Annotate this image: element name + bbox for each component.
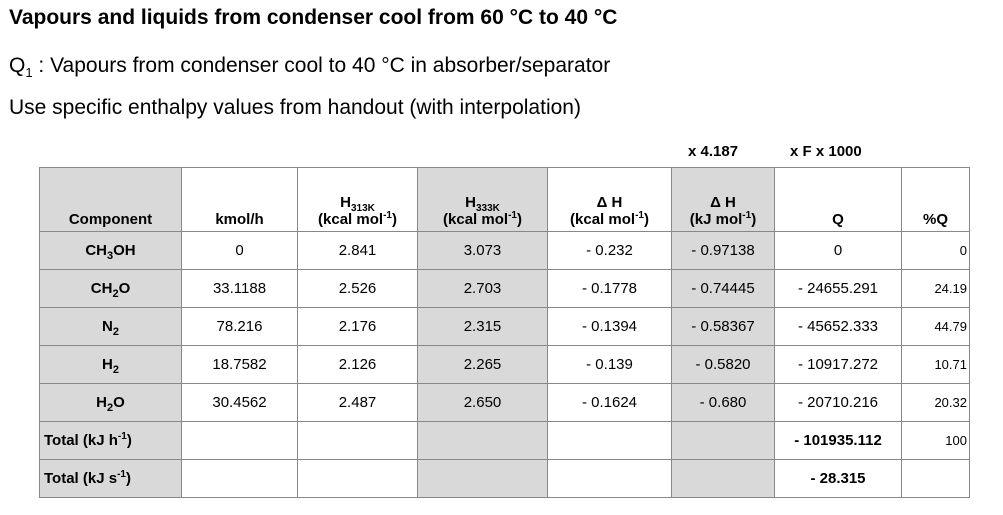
total-label-close: ) <box>125 470 131 487</box>
comp-pre: CH <box>90 280 113 297</box>
h333-unit-close: ) <box>516 211 522 228</box>
pct-cell: 0 <box>902 232 970 270</box>
comp-post: OH <box>113 242 136 259</box>
total-pct-cell: 100 <box>902 422 970 460</box>
pct-cell: 20.32 <box>902 384 970 422</box>
empty-cell <box>298 422 418 460</box>
multiplier-q: x F x 1000 <box>790 143 862 160</box>
h313-unit-sup: -1 <box>383 210 392 221</box>
h313-cell: 2.487 <box>298 384 418 422</box>
q1-symbol: Q <box>9 54 26 77</box>
component-cell <box>40 232 182 270</box>
total-label-close: ) <box>126 432 132 449</box>
dh-kj-cell: - 0.680 <box>672 384 775 422</box>
q-cell: - 10917.272 <box>775 346 902 384</box>
empty-cell <box>298 460 418 498</box>
dh-kj-cell: - 0.97138 <box>672 232 775 270</box>
comp-pre: H <box>96 394 108 411</box>
h333-cell: 2.650 <box>418 384 548 422</box>
q1-description <box>9 54 610 78</box>
h313-cell: 2.841 <box>298 232 418 270</box>
q-cell: - 45652.333 <box>775 308 902 346</box>
pct-cell: 10.71 <box>902 346 970 384</box>
total-label <box>40 422 182 460</box>
col-dh-kj <box>672 168 775 232</box>
component-cell <box>40 270 182 308</box>
total-label <box>40 460 182 498</box>
q1-subscript: 1 <box>25 65 33 80</box>
multiplier-dh: x 4.187 <box>688 143 739 160</box>
h313-cell: 2.126 <box>298 346 418 384</box>
dh-kcal-unit-close: ) <box>643 211 649 228</box>
h313-unit: (kcal mol <box>318 211 384 228</box>
h313-cell: 2.526 <box>298 270 418 308</box>
comp-pre: N <box>102 318 113 335</box>
component-cell <box>40 346 182 384</box>
comp-pre: CH <box>85 242 108 259</box>
col-pct: %Q <box>902 168 970 232</box>
dh-kcal-cell: - 0.232 <box>548 232 672 270</box>
dh-kcal-cell: - 0.139 <box>548 346 672 384</box>
q-cell: 0 <box>775 232 902 270</box>
comp-sub: 2 <box>112 288 119 300</box>
enthalpy-table <box>39 167 970 498</box>
q-cell: - 20710.216 <box>775 384 902 422</box>
comp-sub: 2 <box>112 364 119 376</box>
total-label-text: Total (kJ h <box>44 432 118 449</box>
empty-cell <box>672 422 775 460</box>
empty-cell <box>548 460 672 498</box>
h333-unit: (kcal mol <box>443 211 509 228</box>
kmol-cell: 30.4562 <box>182 384 298 422</box>
dh-kj-unit-close: ) <box>751 211 757 228</box>
empty-cell <box>418 422 548 460</box>
h333-unit-sup: -1 <box>508 210 517 221</box>
comp-post: O <box>113 394 125 411</box>
col-h313 <box>298 168 418 232</box>
h333-cell: 3.073 <box>418 232 548 270</box>
total-row-kj-h <box>40 422 970 460</box>
table-row <box>40 270 970 308</box>
header-row <box>40 168 970 232</box>
dh-kcal-unit: (kcal mol <box>570 211 636 228</box>
h333-cell: 2.703 <box>418 270 548 308</box>
comp-post: O <box>118 280 131 297</box>
dh-kj-cell: - 0.74445 <box>672 270 775 308</box>
component-cell <box>40 384 182 422</box>
pct-cell: 24.19 <box>902 270 970 308</box>
comp-sub: 3 <box>107 250 114 262</box>
h333-symbol: H <box>465 194 476 211</box>
q1-text: : Vapours from condenser cool to 40 °C in absorber/separator <box>32 54 611 77</box>
h333-cell: 2.315 <box>418 308 548 346</box>
h333-sub: 333K <box>475 203 500 214</box>
comp-sub: 2 <box>112 326 119 338</box>
total-q-cell: - 101935.112 <box>775 422 902 460</box>
component-cell <box>40 308 182 346</box>
dh-kcal-cell: - 0.1394 <box>548 308 672 346</box>
total-row-kj-s <box>40 460 970 498</box>
empty-cell <box>672 460 775 498</box>
total-pct-cell <box>902 460 970 498</box>
total-q-cell: - 28.315 <box>775 460 902 498</box>
dh-kj-cell: - 0.58367 <box>672 308 775 346</box>
dh-kcal-cell: - 0.1778 <box>548 270 672 308</box>
empty-cell <box>418 460 548 498</box>
h333-cell: 2.265 <box>418 346 548 384</box>
table-row <box>40 308 970 346</box>
table-row <box>40 232 970 270</box>
col-dh-kcal <box>548 168 672 232</box>
empty-cell <box>548 422 672 460</box>
total-label-sup: -1 <box>117 431 127 442</box>
h313-sub: 313K <box>350 203 375 214</box>
table-row <box>40 346 970 384</box>
kmol-cell: 0 <box>182 232 298 270</box>
h313-symbol: H <box>340 194 351 211</box>
note-text: Use specific enthalpy values from handout (with interpolation) <box>9 96 581 119</box>
kmol-cell: 18.7582 <box>182 346 298 384</box>
dh-kj-unit-sup: -1 <box>742 210 752 221</box>
comp-sub: 2 <box>107 402 114 414</box>
pct-cell: 44.79 <box>902 308 970 346</box>
col-kmol: kmol/h <box>182 168 298 232</box>
dh-kj-unit: (kJ mol <box>689 211 743 228</box>
h313-unit-close: ) <box>391 211 397 228</box>
dh-kj-symbol: Δ H <box>710 194 736 211</box>
col-h333 <box>418 168 548 232</box>
page-heading: Vapours and liquids from condenser cool from 60 °C to 40 °C <box>9 6 618 29</box>
dh-kcal-cell: - 0.1624 <box>548 384 672 422</box>
kmol-cell: 78.216 <box>182 308 298 346</box>
dh-kcal-unit-sup: -1 <box>635 210 644 221</box>
h313-cell: 2.176 <box>298 308 418 346</box>
total-label-sup: -1 <box>117 469 126 480</box>
col-component: Component <box>40 168 182 232</box>
total-label-text: Total (kJ s <box>44 470 118 487</box>
dh-kcal-symbol: Δ H <box>596 194 623 211</box>
empty-cell <box>182 460 298 498</box>
empty-cell <box>182 422 298 460</box>
col-q: Q <box>775 168 902 232</box>
kmol-cell: 33.1188 <box>182 270 298 308</box>
comp-pre: H <box>102 356 113 373</box>
q-cell: - 24655.291 <box>775 270 902 308</box>
table-row <box>40 384 970 422</box>
dh-kj-cell: - 0.5820 <box>672 346 775 384</box>
